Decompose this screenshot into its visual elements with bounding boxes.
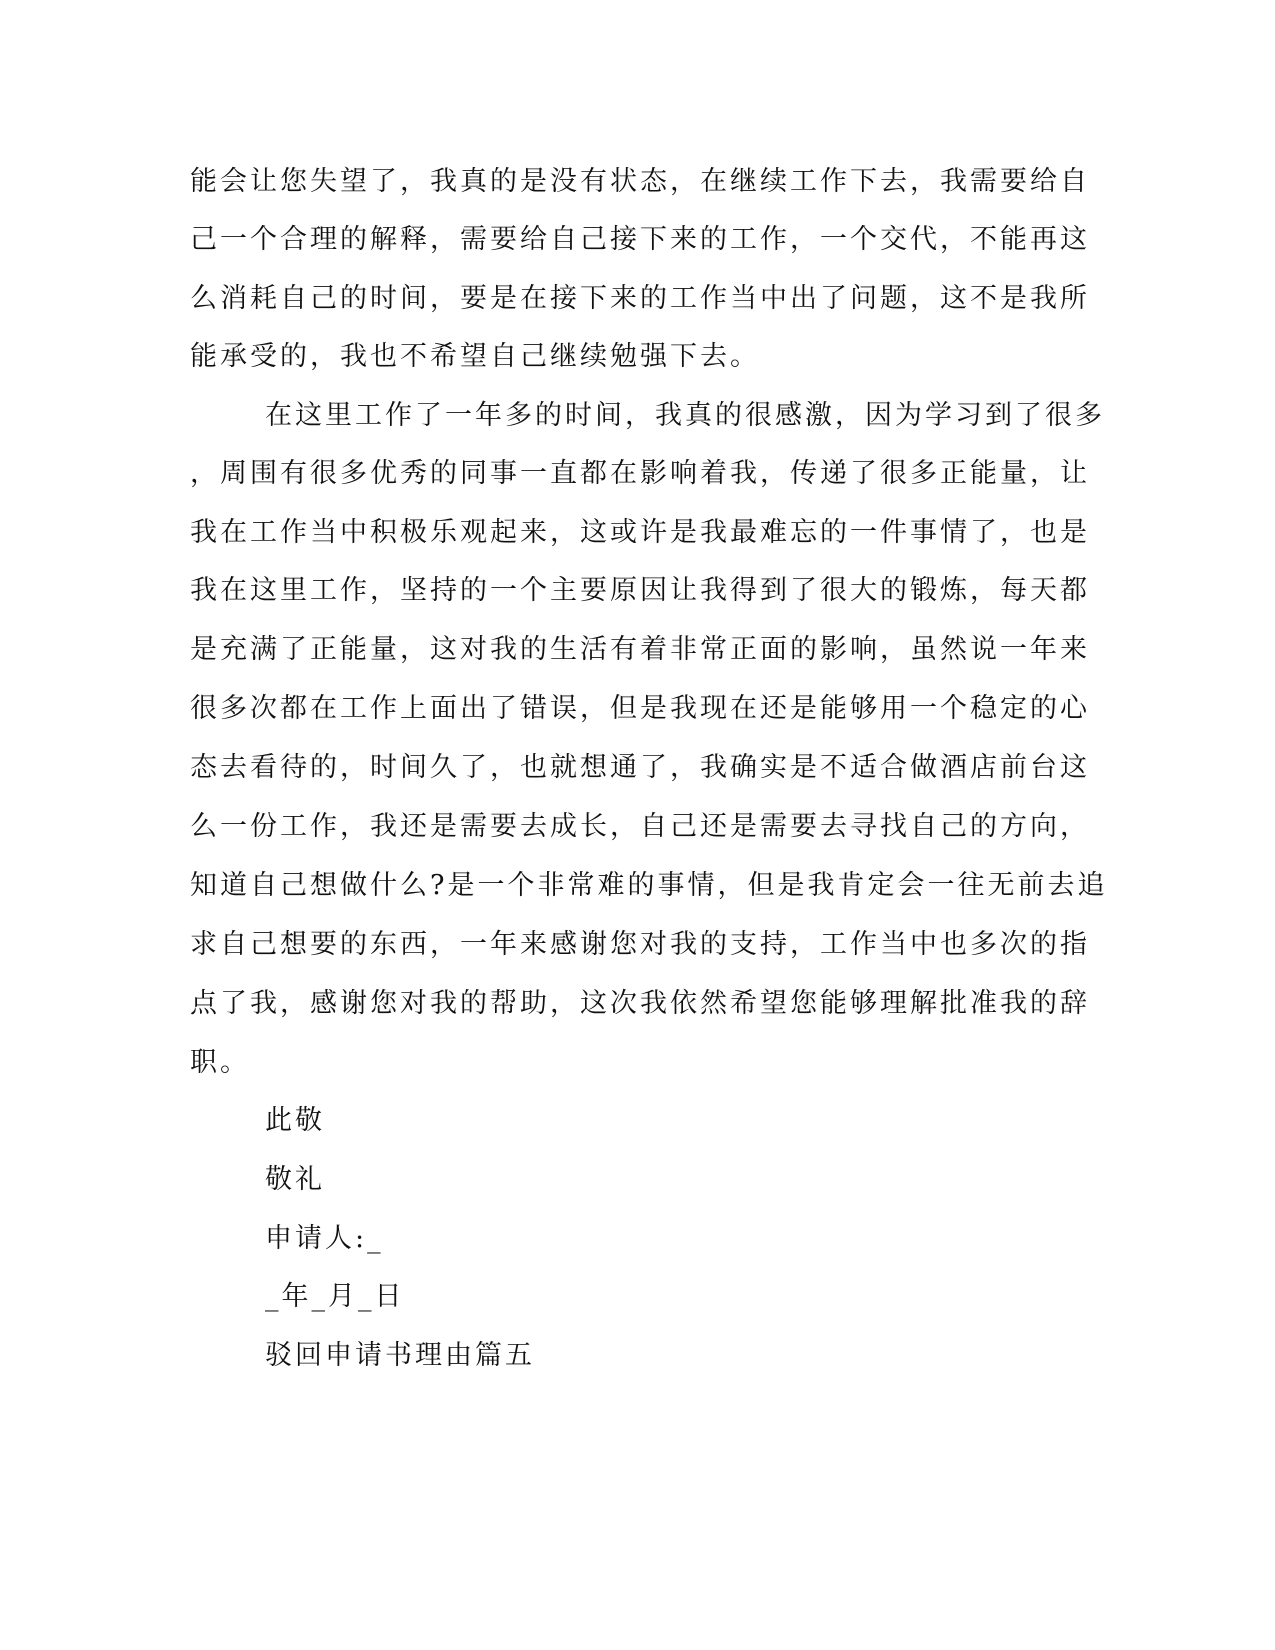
- paragraph-1-line-4: 能承受的，我也不希望自己继续勉强下去。: [190, 341, 760, 372]
- paragraph-1-line-3: 么消耗自己的时间，要是在接下来的工作当中出了问题，这不是我所: [190, 283, 1090, 314]
- regards: 敬礼: [265, 1164, 325, 1195]
- salutation: 此敬: [265, 1105, 325, 1136]
- paragraph-1-line-1: 能会让您失望了，我真的是没有状态，在继续工作下去，我需要给自: [190, 166, 1090, 197]
- paragraph-2-line-6: 很多次都在工作上面出了错误，但是我现在还是能够用一个稳定的心: [190, 693, 1090, 724]
- paragraph-2-line-5: 是充满了正能量，这对我的生活有着非常正面的影响，虽然说一年来: [190, 634, 1090, 665]
- paragraph-2-line-12: 职。: [190, 1047, 250, 1078]
- date-line: _年_月_日: [265, 1281, 405, 1312]
- paragraph-2-line-10: 求自己想要的东西，一年来感谢您对我的支持，工作当中也多次的指: [190, 929, 1090, 960]
- next-section-heading: 驳回申请书理由篇五: [265, 1340, 535, 1371]
- paragraph-2-line-11: 点了我，感谢您对我的帮助，这次我依然希望您能够理解批准我的辞: [190, 988, 1090, 1019]
- paragraph-2-line-8: 么一份工作，我还是需要去成长，自己还是需要去寻找自己的方向，: [190, 811, 1090, 842]
- paragraph-2-line-7: 态去看待的，时间久了，也就想通了，我确实是不适合做酒店前台这: [190, 752, 1090, 783]
- paragraph-2-line-2: ，周围有很多优秀的同事一直都在影响着我，传递了很多正能量，让: [190, 458, 1090, 489]
- paragraph-2-line-9: 知道自己想做什么?是一个非常难的事情，但是我肯定会一往无前去追: [190, 870, 1108, 901]
- paragraph-2-line-3: 我在工作当中积极乐观起来，这或许是我最难忘的一件事情了，也是: [190, 517, 1090, 548]
- paragraph-1-line-2: 己一个合理的解释，需要给自己接下来的工作，一个交代，不能再这: [190, 224, 1090, 255]
- paragraph-2-line-4: 我在这里工作，坚持的一个主要原因让我得到了很大的锻炼，每天都: [190, 575, 1090, 606]
- paragraph-2-line-1: 在这里工作了一年多的时间，我真的很感激，因为学习到了很多: [265, 400, 1105, 431]
- applicant-line: 申请人:_: [265, 1223, 384, 1254]
